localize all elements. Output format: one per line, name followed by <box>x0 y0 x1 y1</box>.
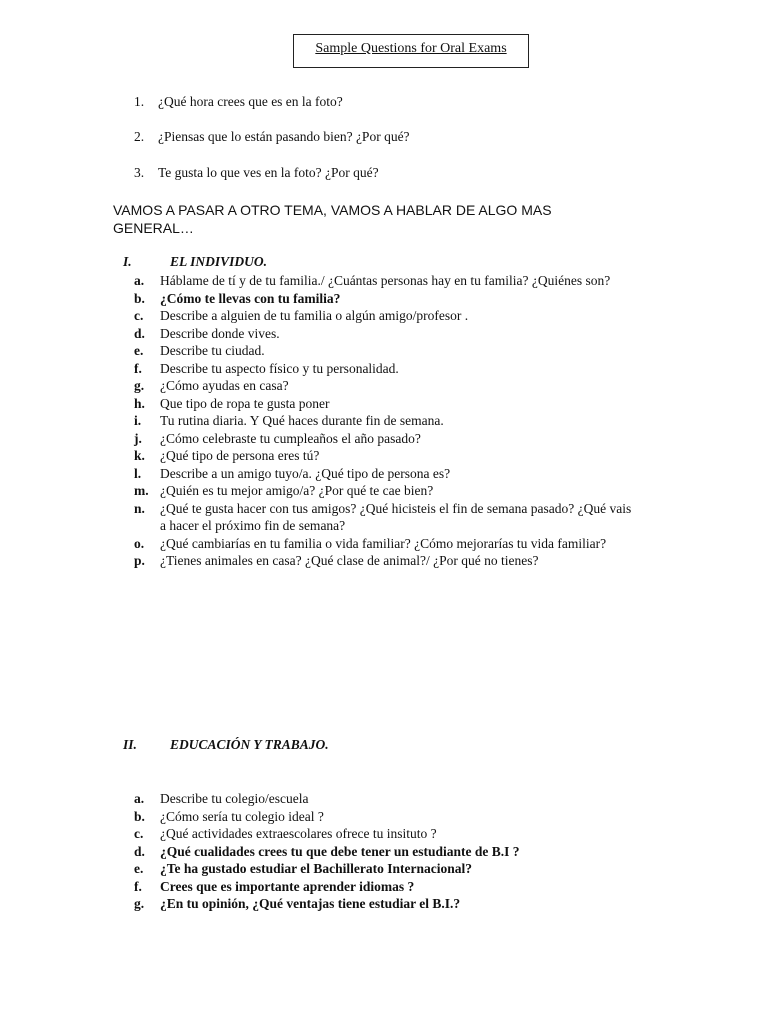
list-item <box>0 342 768 360</box>
item-letter: f. <box>134 878 142 894</box>
item-text: Describe a un amigo tuyo/a. ¿Qué tipo de persona es? <box>160 465 451 481</box>
section1-questions <box>0 272 768 570</box>
item-text: ¿Tienes animales en casa? ¿Qué clase de animal?/ ¿Por qué no tienes? <box>160 553 539 568</box>
list-item <box>0 482 768 500</box>
photo-question-1 <box>0 94 768 112</box>
transition-text: VAMOS A PASAR A OTRO TEMA, VAMOS A HABLAR DE ALGO MAS GENERAL… <box>113 202 552 236</box>
item-letter: e. <box>134 861 144 876</box>
question-text: ¿Piensas que lo están pasando bien? ¿Por qué? <box>158 129 410 144</box>
item-letter: c. <box>134 826 144 841</box>
list-item <box>0 360 768 378</box>
question-number: 2. <box>134 129 145 144</box>
list-item <box>0 895 768 913</box>
item-letter: f. <box>134 360 142 376</box>
item-letter: g. <box>134 378 145 393</box>
list-item <box>0 878 768 896</box>
list-item <box>0 552 768 570</box>
item-text: Describe tu colegio/escuela <box>160 791 309 806</box>
question-number: 3. <box>134 165 145 180</box>
item-text: ¿Cómo te llevas con tu familia? <box>160 290 341 306</box>
list-item <box>0 447 768 465</box>
item-letter: k. <box>134 448 145 463</box>
item-letter: a. <box>134 791 145 806</box>
item-text: Describe a alguien de tu familia o algún amigo/profesor . <box>160 308 469 323</box>
item-letter: d. <box>134 325 145 341</box>
list-item <box>0 290 768 308</box>
item-letter: b. <box>134 290 145 306</box>
item-text: Háblame de tí y de tu familia./ ¿Cuántas personas hay en tu familia? ¿Quiénes son? <box>160 273 611 288</box>
item-text: Tu rutina diaria. Y Qué haces durante fin de semana. <box>160 413 444 428</box>
item-text: Que tipo de ropa te gusta poner <box>160 395 330 411</box>
photo-question-2 <box>0 129 768 147</box>
item-letter: l. <box>134 465 142 481</box>
item-letter: j. <box>134 430 142 446</box>
section-numeral: II. <box>123 737 137 752</box>
item-letter: h. <box>134 395 145 411</box>
list-item <box>0 535 768 553</box>
item-letter: g. <box>134 896 145 911</box>
item-letter: i. <box>134 413 142 428</box>
item-text: ¿Cómo celebraste tu cumpleaños el año pasado? <box>160 430 421 446</box>
item-text: Describe tu ciudad. <box>160 343 265 358</box>
list-item <box>0 790 768 808</box>
list-item <box>0 430 768 448</box>
section-title: EL INDIVIDUO. <box>170 254 268 269</box>
item-letter: p. <box>134 553 145 568</box>
item-text: ¿Cómo ayudas en casa? <box>160 378 289 393</box>
list-item <box>0 843 768 861</box>
item-text: Describe tu aspecto físico y tu personalidad. <box>160 360 399 376</box>
item-letter: b. <box>134 808 145 824</box>
item-letter: e. <box>134 343 144 358</box>
item-letter: o. <box>134 535 145 551</box>
item-letter: d. <box>134 843 145 859</box>
item-letter: a. <box>134 273 145 288</box>
item-letter: c. <box>134 308 144 323</box>
item-text: Describe donde vives. <box>160 325 280 341</box>
list-item <box>0 325 768 343</box>
question-number: 1. <box>134 94 145 109</box>
list-item <box>0 412 768 430</box>
section-numeral: I. <box>123 254 132 269</box>
item-letter: m. <box>134 483 149 498</box>
item-text: ¿Qué actividades extraescolares ofrece tu insituto ? <box>160 826 437 841</box>
item-text: ¿Qué tipo de persona eres tú? <box>160 448 320 463</box>
item-text: ¿Qué cambiarías en tu familia o vida familiar? ¿Cómo mejorarías tu vida familiar? <box>160 535 607 551</box>
list-item <box>0 465 768 483</box>
section-title: EDUCACIÓN Y TRABAJO. <box>170 737 329 752</box>
list-item <box>0 860 768 878</box>
photo-question-3 <box>0 165 768 183</box>
list-item <box>0 272 768 290</box>
item-text: Crees que es importante aprender idiomas ? <box>160 878 415 894</box>
item-text: ¿Te ha gustado estudiar el Bachillerato Internacional? <box>160 861 473 876</box>
question-text: Te gusta lo que ves en la foto? ¿Por qué? <box>158 165 379 180</box>
item-text: ¿Qué cualidades crees tu que debe tener un estudiante de B.I ? <box>160 843 520 859</box>
section2-questions <box>0 790 768 913</box>
list-item <box>0 825 768 843</box>
list-item <box>0 377 768 395</box>
item-text: ¿Cómo sería tu colegio ideal ? <box>160 808 324 824</box>
list-item <box>0 500 768 535</box>
list-item <box>0 395 768 413</box>
title-box <box>293 34 529 68</box>
list-item <box>0 307 768 325</box>
item-text: ¿Qué te gusta hacer con tus amigos? ¿Qué hicisteis el fin de semana pasado? ¿Qué vais a hacer el próximo fin de semana? <box>160 500 632 533</box>
item-text: ¿En tu opinión, ¿Qué ventajas tiene estudiar el B.I.? <box>160 896 461 911</box>
item-letter: n. <box>134 500 145 516</box>
question-text: ¿Qué hora crees que es en la foto? <box>158 94 343 109</box>
list-item <box>0 808 768 826</box>
page-title: Sample Questions for Oral Exams <box>315 41 507 56</box>
item-text: ¿Quién es tu mejor amigo/a? ¿Por qué te cae bien? <box>160 483 434 498</box>
